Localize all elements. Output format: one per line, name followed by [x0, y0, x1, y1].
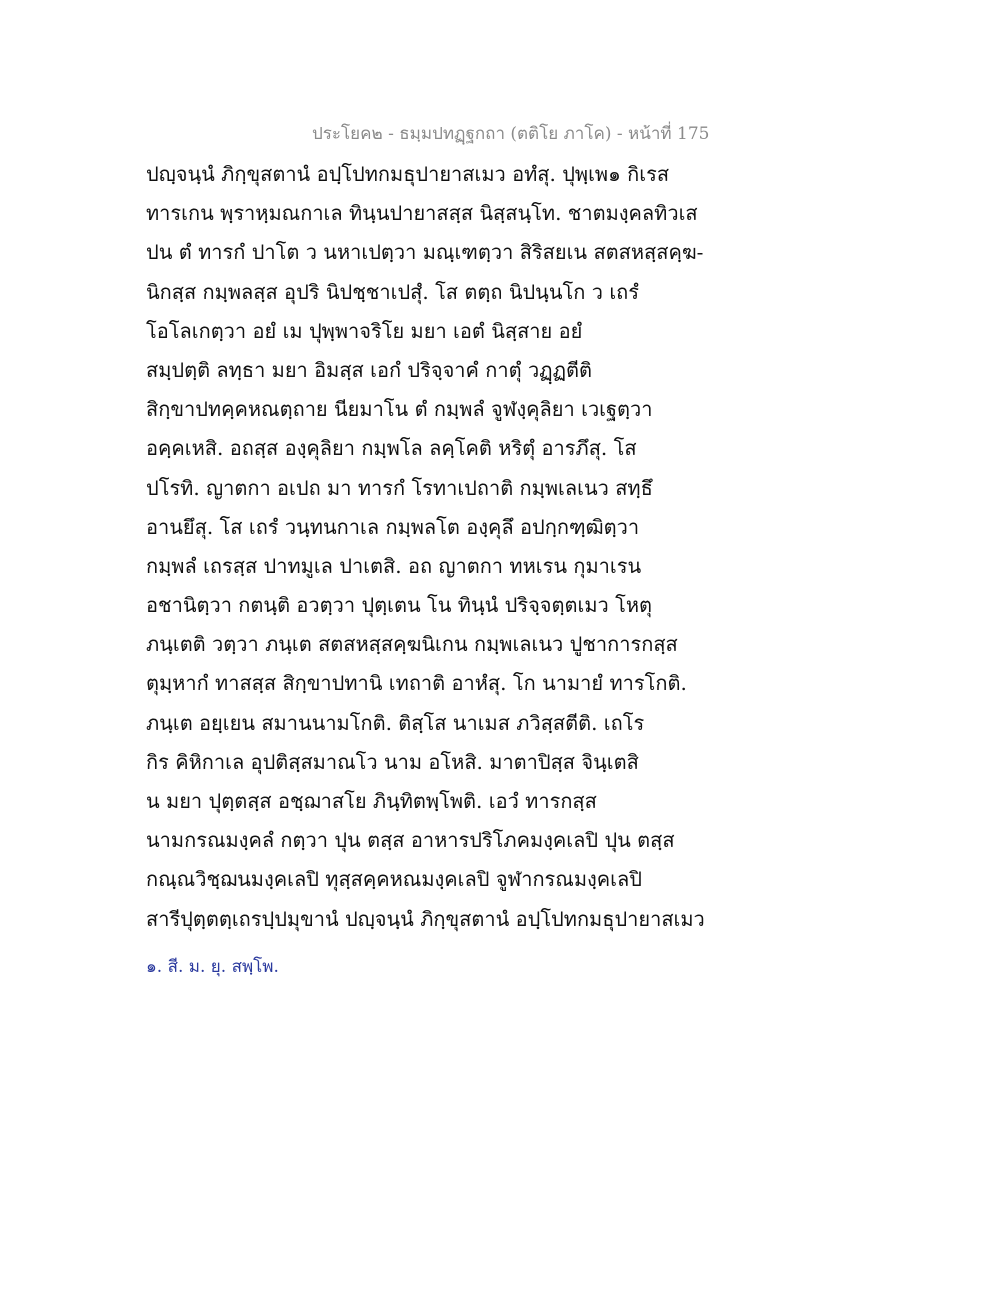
text-line: สมฺปตฺติ ลทฺธา มยา อิมสฺส เอกํ ปริจฺจาคํ กาตุํ วฏฺฏตีติ — [146, 357, 593, 382]
text-line: อคฺคเหสิ. อถสฺส องฺคุลิยา กมฺพโล ลคฺโคติ หริตุํ อารภึสุ. โส — [146, 436, 637, 461]
text-line: โอโลเกตฺวา อยํ เม ปุพฺพาจริโย มยา เอตํ นิสฺสาย อยํ — [146, 318, 583, 343]
text-line: ตุมฺหากํ ทาสสฺส สิกฺขาปทานิ เทถาติ อาหํสุ. โก นามายํ ทารโกติ. — [146, 671, 687, 696]
text-line: นามกรณมงฺคลํ กตฺวา ปุน ตสฺส อาหารปริโภคมงฺคเลปิ ปุน ตสฺส — [146, 828, 675, 853]
text-line: ปน ตํ ทารกํ ปาโต ว นหาเปตฺวา มณฺเฑตฺวา สิริสยเน สตสหสฺสคฺฆ- — [146, 240, 704, 265]
text-line: ภนฺเตติ วตฺวา ภนฺเต สตสหสฺสคฺฆนิเกน กมฺพเลเนว ปูชาการกสฺส — [146, 632, 678, 657]
text-line: กมฺพลํ เถรสฺส ปาทมูเล ปาเตสิ. อถ ญาตกา ทหเรน กุมาเรน — [146, 553, 642, 578]
text-line: ทารเกน พฺราหฺมณกาเล ทินฺนปายาสสฺส นิสฺสนฺโท. ชาตมงฺคลทิวเส — [146, 201, 698, 226]
text-line: ปญฺจนฺนํ ภิกฺขุสตานํ อปฺโปทกมธุปายาสเมว อทํสุ. ปุพฺเพ๑ กิเรส — [146, 162, 670, 186]
body-text — [146, 155, 706, 939]
text-line: กณฺณวิชฺฌนมงฺคเลปิ ทุสฺสคฺคหณมงฺคเลปิ จูฬากรณมงฺคเลปิ — [146, 867, 642, 892]
text-line: อชานิตฺวา กตนฺติ อวตฺวา ปุตฺเตน โน ทินฺนํ ปริจฺจตฺตเมว โหตุ — [146, 593, 653, 618]
text-line: สิกฺขาปทคฺคหณตฺถาย นียมาโน ตํ กมฺพลํ จูฬงฺคุลิยา เวเฐตฺวา — [146, 397, 653, 422]
text-line: นิกสฺส กมฺพลสฺส อุปริ นิปชฺชาเปสุํ. โส ตตฺถ นิปนฺนโก ว เถรํ — [146, 279, 640, 304]
text-line: อานยึสุ. โส เถรํ วนฺทนกาเล กมฺพลโต องฺคุลึ อปกฺกฑฺฒิตฺวา — [146, 514, 640, 539]
text-line: สารีปุตฺตตฺเถรปฺปมุขานํ ปญฺจนฺนํ ภิกฺขุสตานํ อปฺโปทกมธุปายาสเมว — [146, 906, 705, 931]
text-line: ภนฺเต อยฺเยน สมานนามโกติ. ติสฺโส นาเมส ภวิสฺสตีติ. เถโร — [146, 710, 645, 735]
text-line: น มยา ปุตฺตสฺส อชฺฌาสโย ภินฺทิตพฺโพติ. เอวํ ทารกสฺส — [146, 789, 597, 813]
text-line: ปโรทิ. ญาตกา อเปถ มา ทารกํ โรทาเปถาติ กมฺพเลเนว สทฺธึ — [146, 475, 653, 500]
footnote: ๑. สี. ม. ยุ. สพฺโพ. — [146, 957, 279, 977]
text-line: กิร คิหิกาเล อุปติสฺสมาณโว นาม อโหสิ. มาตาปิสฺส จินฺเตสิ — [146, 749, 639, 774]
running-header: ประโยค๒ - ธมฺมปทฏฺฐกถา (ตติโย ภาโค) - หน้าที่ 175 — [312, 124, 710, 144]
